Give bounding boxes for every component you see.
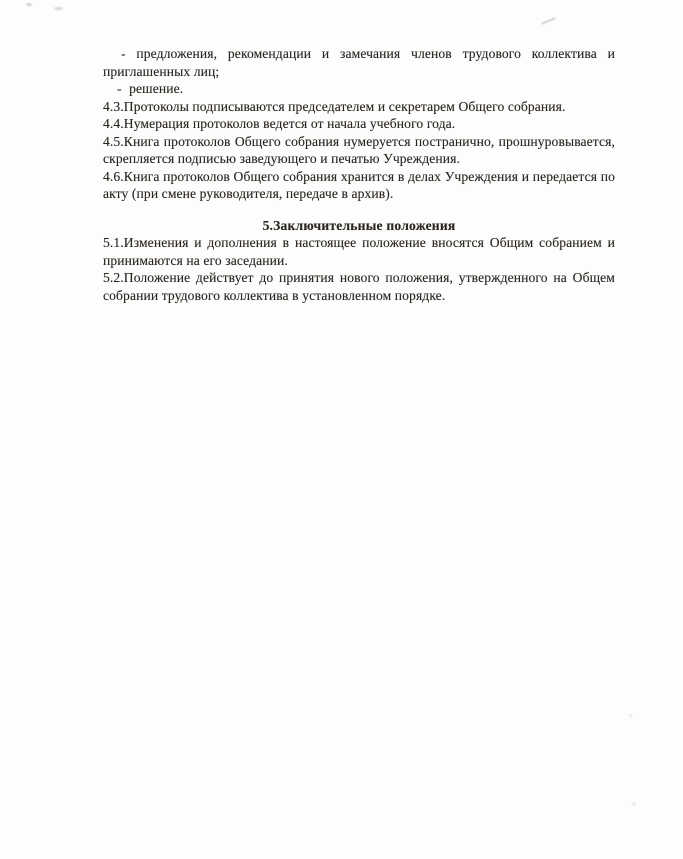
scan-speck-icon (629, 714, 632, 717)
scan-stroke-icon (541, 17, 556, 24)
clause-4-3: 4.3.Протоколы подписываются председателем и секретарем Общего собрания. (103, 98, 566, 114)
clause-4-6: 4.6.Книга протоколов Общего собрания хранится в делах Учреждения и передается по акту (при смене руководителя, передаче в архив). (103, 168, 615, 201)
section-5-heading: 5.Заключительные положения (262, 217, 456, 233)
clause-4-5: 4.5.Книга протоколов Общего собрания нумеруется постранично, прошнуровывается, скрепляется подписью заведующего и печатью Учреждения. (103, 133, 615, 166)
clause-4-4: 4.4.Нумерация протоколов ведется от начала учебного года. (103, 116, 456, 131)
clause-5-1: 5.1.Изменения и дополнения в настоящее положение вносятся Общим собранием и принимаются на его заседании. (103, 235, 615, 268)
scan-speck-icon (632, 802, 636, 806)
scan-speck-icon (54, 7, 63, 10)
list-item-decision: - решение. (117, 81, 184, 96)
document-body (103, 45, 615, 304)
scan-speck-icon (26, 3, 32, 6)
clause-5-2: 5.2.Положение действует до принятия нового положения, утвержденного на Общем собрании трудового коллектива в установленном порядке. (103, 270, 615, 303)
list-item-proposals: - предложения, рекомендации и замечания членов трудового коллектива и приглашенных лиц; (103, 46, 615, 79)
